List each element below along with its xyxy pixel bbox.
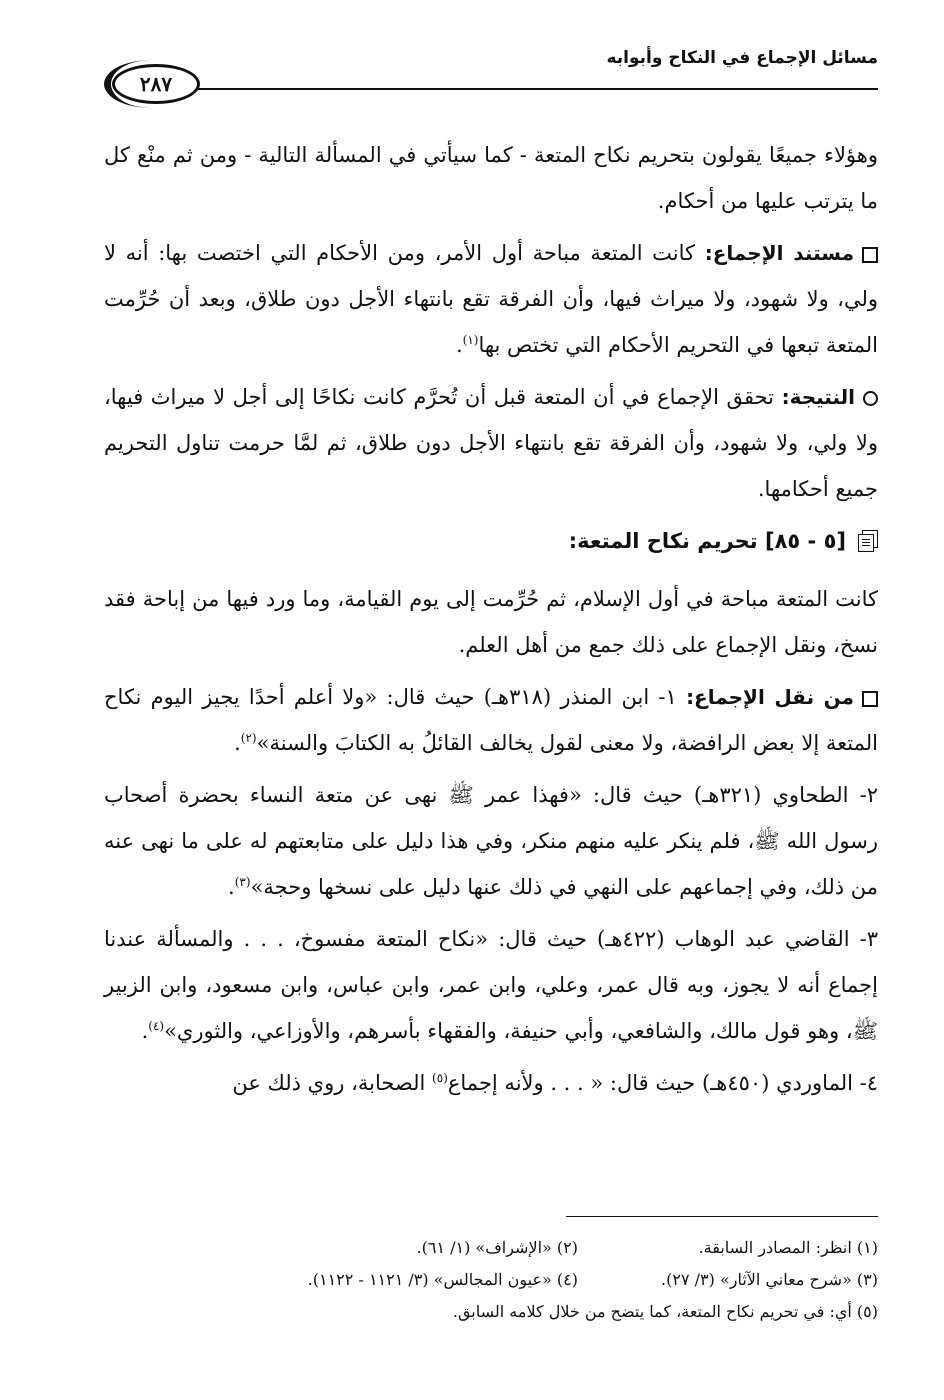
- footnote-1: (١) انظر: المصادر السابقة.: [698, 1238, 878, 1257]
- paragraph-section-intro: كانت المتعة مباحة في أول الإسلام، ثم حُرِّمت إلى يوم القيامة، وما ورد فيها من إباحة فقد نسخ، ونقل الإجماع على ذلك جمع من أهل العلم.: [104, 587, 878, 657]
- paragraph-result: [104, 374, 878, 512]
- paragraph-consensus-basis: [104, 230, 878, 368]
- sentence-end: .: [234, 731, 241, 755]
- transmitter-ibn-almundhir: ١- ابن المنذر (٣١٨هـ) حيث قال: «ولا أعلم أحدًا يجيز اليوم نكاح المتعة إلا بعض الرافضة، ولا معنى لقول يخالف القائلُ به الكتابَ والسنة»: [104, 685, 878, 755]
- footnote-ref-4: (٤): [148, 1019, 165, 1033]
- section-heading-text: [٥ - ٨٥] تحريم نكاح المتعة:: [568, 529, 846, 553]
- sentence-end: .: [141, 1019, 149, 1043]
- section-heading: [104, 518, 878, 564]
- footnote-ref-1: (١): [462, 333, 479, 347]
- transmitter-abd-alwahhab: ٣- القاضي عبد الوهاب (٤٢٢هـ) حيث قال: «نكاح المتعة مفسوخ، . . . والمسألة عندنا إجماع أنه لا يجوز، وبه قال عمر، وعلي، وابن عمر، وابن عباس، وابن مسعود، وابن الزبير ﷺ، وهو قول مالك، والشافعي، وأبي حنيفة، والفقهاء بأسرهم، والأوزاعي، والثوري»: [104, 927, 879, 1043]
- paragraph-transmitters-4: [104, 1060, 878, 1106]
- paragraph-transmitters-2: [104, 772, 878, 910]
- page-number-oval: [112, 64, 200, 104]
- header-rule: [196, 88, 878, 90]
- body-text: [104, 132, 878, 1112]
- square-bullet-icon: [862, 247, 878, 263]
- sentence-end: .: [455, 333, 463, 357]
- circle-bullet-icon: [863, 391, 878, 406]
- footnote-2: (٢) «الإشراف» (١/ ٦١).: [416, 1238, 578, 1257]
- running-title: مسائل الإجماع في النكاح وأبوابه: [606, 48, 878, 68]
- sentence-end: .: [228, 875, 235, 899]
- lead-transmitters: من نقل الإجماع:: [686, 685, 854, 709]
- lead-consensus-basis: مستند الإجماع:: [704, 241, 854, 265]
- footnote-ref-3: (٣): [234, 875, 251, 889]
- footnote-row: [104, 1264, 878, 1296]
- footnote-row: [104, 1232, 878, 1264]
- page-number: ٢٨٧: [139, 72, 173, 96]
- footnote-5: (٥) أي: في تحريم نكاح المتعة، كما يتضح من خلال كلامه السابق.: [452, 1302, 878, 1321]
- document-stack-icon: [856, 530, 878, 552]
- square-bullet-icon: [862, 691, 878, 707]
- footnote-3: (٣) «شرح معاني الآثار» (٣/ ٢٧).: [661, 1270, 878, 1289]
- footnote-ref-5: (٥): [432, 1071, 448, 1085]
- consensus-basis-text: كانت المتعة مباحة أول الأمر، ومن الأحكام التي اختصت بها: أنه لا ولي، ولا شهود، ولا ميراث فيها، وأن الفرقة تقع بانتهاء الأجل دون طلاق، وبعد أن حُرِّمت المتعة تبعها في التحريم الأحكام التي تختص بها: [104, 241, 878, 357]
- paragraph-intro: وهؤلاء جميعًا يقولون بتحريم نكاح المتعة - كما سيأتي في المسألة التالية - ومن ثم منْع كل ما يترتب عليها من أحكام.: [104, 143, 878, 213]
- paragraph-transmitters-1: [104, 674, 878, 766]
- footnote-rule: [566, 1216, 878, 1217]
- transmitter-tahawi: ٢- الطحاوي (٣٢١هـ) حيث قال: «فهذا عمر ﷺ نهى عن متعة النساء بحضرة أصحاب رسول الله ﷺ، فلم ينكر عليه منهم منكر، وفي هذا دليل على متابعتهم له على ما نهى عنه من ذلك، وفي إجماعهم على النهي في ذلك عنها دليل على نسخها وحجة»: [104, 783, 878, 899]
- transmitter-mawardi-b: الصحابة، روي ذلك عن: [232, 1071, 426, 1095]
- footnote-4: (٤) «عيون المجالس» (٣/ ١١٢١ - ١١٢٢).: [307, 1270, 578, 1289]
- footnote-ref-2: (٢): [240, 731, 257, 745]
- footnote-row: [104, 1296, 878, 1328]
- lead-result: النتيجة:: [781, 385, 855, 409]
- footnotes: [104, 1232, 878, 1328]
- paragraph-transmitters-3: [104, 916, 878, 1054]
- transmitter-mawardi-a: ٤- الماوردي (٤٥٠هـ) حيث قال: « . . . ولأنه إجماع: [447, 1071, 878, 1095]
- result-text: تحقق الإجماع في أن المتعة قبل أن تُحرَّم كانت نكاحًا إلى أجل لا ميراث فيها، ولا ولي، ولا شهود، وأن الفرقة تقع بانتهاء الأجل دون طلاق، ثم لمَّا حرمت تناول التحريم جميع أحكامها.: [104, 385, 878, 501]
